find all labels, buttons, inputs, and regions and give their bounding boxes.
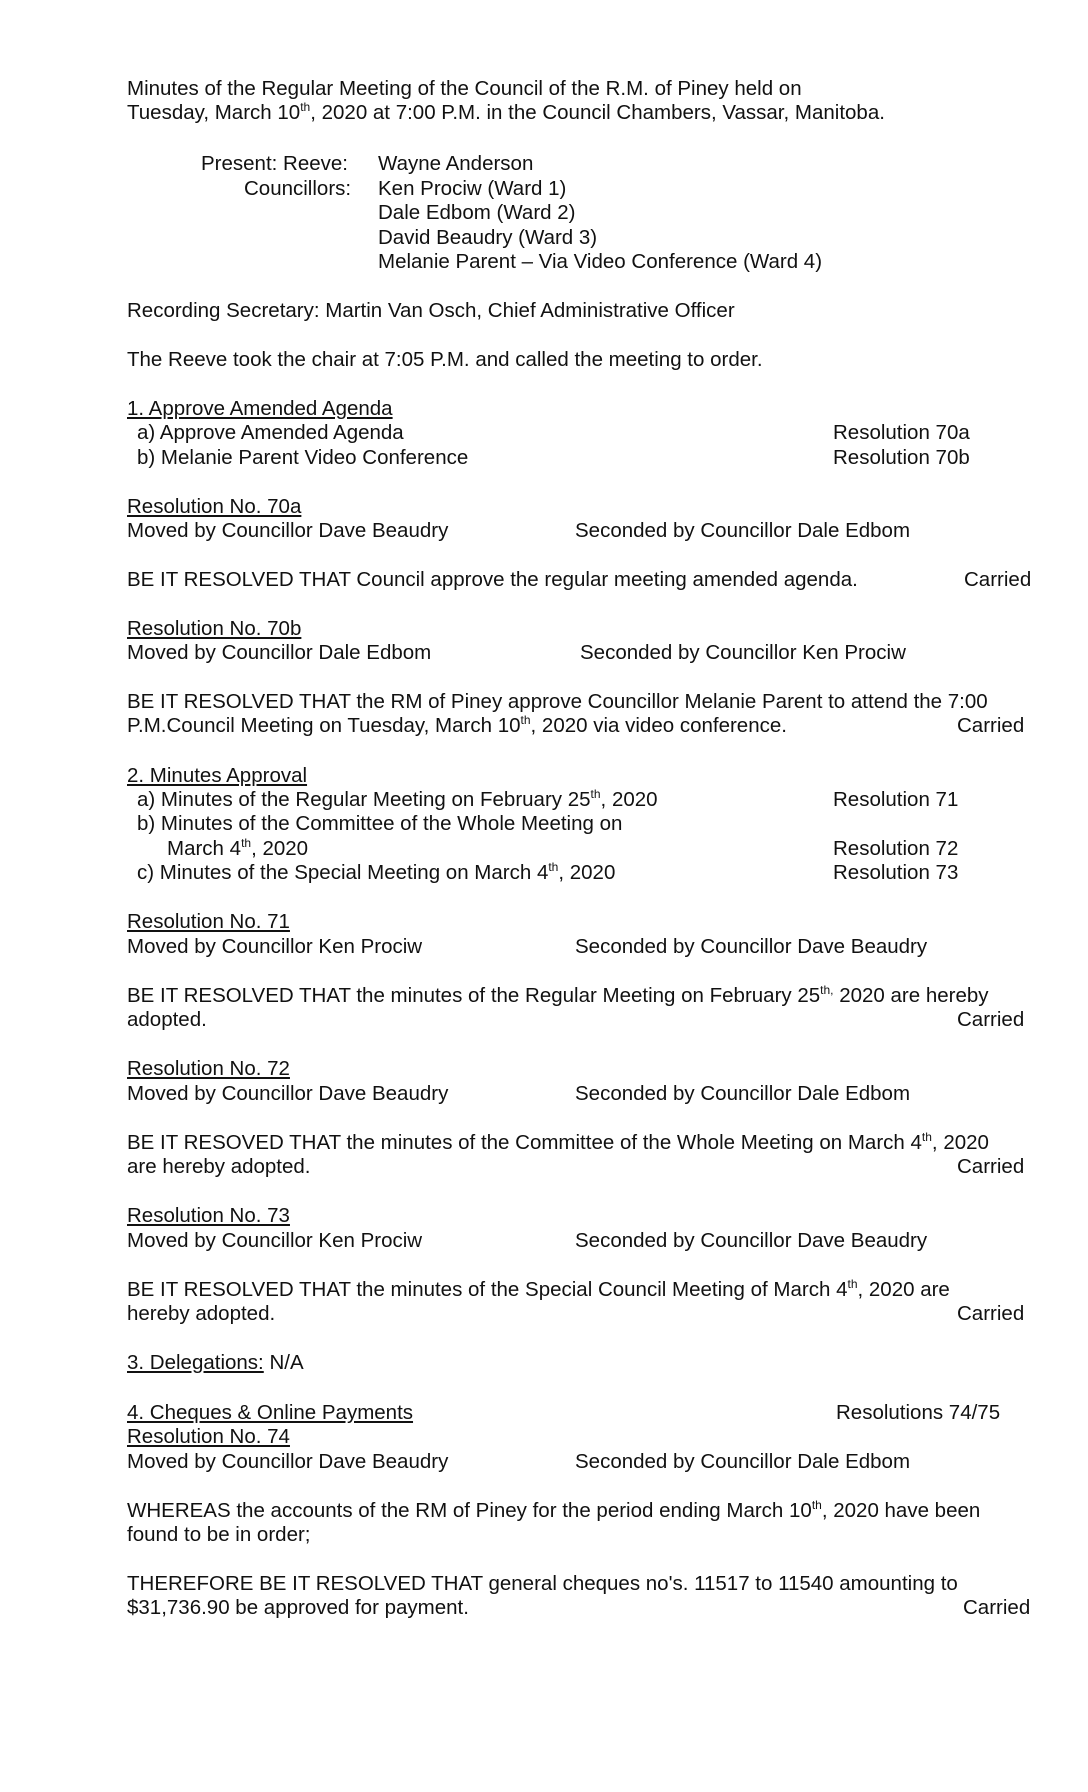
resolution-73-title: Resolution No. 73 [127,1204,290,1227]
section-3-heading: 3. Delegations: [127,1351,264,1374]
minutes-item-b-line-2 [167,837,308,861]
minutes-item-a [137,788,658,812]
section-2-heading: 2. Minutes Approval [127,764,308,787]
resolution-72-seconded: Seconded by Councillor Dale Edbom [575,1082,911,1105]
resolution-73-body-2: hereby adopted. [127,1302,276,1325]
resolution-73-moved: Moved by Councillor Ken Prociw [127,1229,423,1252]
resolution-73-body-1-text: BE IT RESOLVED THAT the minutes of the Special Council Meeting of March 4 [127,1278,848,1301]
title-location-text: , 2020 at 7:00 P.M. in the Council Chambers, Vassar, Manitoba. [310,101,885,124]
resolution-74-whereas-1-text: WHEREAS the accounts of the RM of Piney for the period ending March 10 [127,1499,812,1522]
resolution-72-body-1-text: BE IT RESOVED THAT the minutes of the Committee of the Whole Meeting on March 4 [127,1131,922,1154]
minutes-item-b-resolution: Resolution 72 [833,837,959,860]
resolution-74-whereas-2: found to be in order; [127,1523,311,1546]
resolution-71-seconded: Seconded by Councillor Dave Beaudry [575,935,928,958]
resolution-70a-status: Carried [964,568,1032,591]
resolution-72-title: Resolution No. 72 [127,1057,290,1080]
section-3 [127,1351,304,1375]
resolution-70b-body-2 [127,714,787,738]
resolution-74-moved: Moved by Councillor Dave Beaudry [127,1450,449,1473]
resolution-71-moved: Moved by Councillor Ken Prociw [127,935,423,958]
resolution-71-body-2: adopted. [127,1008,207,1031]
resolution-73-body-1-tail: , 2020 are [857,1278,950,1301]
resolution-74-whereas-1-tail: , 2020 have been [821,1499,981,1522]
resolution-72-moved: Moved by Councillor Dave Beaudry [127,1082,449,1105]
resolution-72-body-1-sup: th [921,1130,932,1145]
minutes-item-c-sup: th [548,860,559,875]
reeve-name: Wayne Anderson [378,152,534,175]
minutes-item-a-tail: , 2020 [600,788,658,811]
resolution-74-whereas-1-sup: th [811,1498,822,1513]
councillor-1: Ken Prociw (Ward 1) [378,177,567,200]
minutes-item-c-text: c) Minutes of the Special Meeting on March 4 [137,861,549,884]
resolution-70b-moved: Moved by Councillor Dale Edbom [127,641,432,664]
resolution-71-status: Carried [957,1008,1025,1031]
section-4-resolution-ref: Resolutions 74/75 [836,1401,1001,1424]
title-date-sup: th [300,100,311,115]
resolution-70a-title: Resolution No. 70a [127,495,302,518]
resolution-74-status: Carried [963,1596,1031,1619]
councillor-3: David Beaudry (Ward 3) [378,226,598,249]
resolution-72-body-1 [127,1131,989,1155]
resolution-70a-body: BE IT RESOLVED THAT Council approve the regular meeting amended agenda. [127,568,858,591]
resolution-70b-body-1: BE IT RESOLVED THAT the RM of Piney approve Councillor Melanie Parent to attend the 7:00 [127,690,988,713]
resolution-70b-seconded: Seconded by Councillor Ken Prociw [580,641,906,664]
resolution-70a-seconded: Seconded by Councillor Dale Edbom [575,519,911,542]
resolution-71-body-1-tail: 2020 are hereby [833,984,989,1007]
minutes-item-c [137,861,615,885]
resolution-71-title: Resolution No. 71 [127,910,290,933]
minutes-item-a-sup: th [590,787,601,802]
resolution-70b-title: Resolution No. 70b [127,617,302,640]
section-3-value: N/A [263,1351,304,1374]
agenda-item-b: b) Melanie Parent Video Conference [137,446,469,469]
minutes-item-b-line-2-sup: th [241,836,252,851]
minutes-item-b-line-2-text: March 4 [167,837,242,860]
councillor-4: Melanie Parent – Via Video Conference (Ward 4) [378,250,823,273]
title-line-1: Minutes of the Regular Meeting of the Council of the R.M. of Piney held on [127,77,802,100]
councillors-label: Councillors: [244,177,352,200]
resolution-71-body-1-text: BE IT RESOLVED THAT the minutes of the Regular Meeting on February 25 [127,984,821,1007]
minutes-item-b-line-2-tail: , 2020 [251,837,309,860]
minutes-item-b-line-1: b) Minutes of the Committee of the Whole Meeting on [137,812,623,835]
agenda-item-b-resolution: Resolution 70b [833,446,970,469]
minutes-item-a-text: a) Minutes of the Regular Meeting on February 25 [137,788,591,811]
call-to-order: The Reeve took the chair at 7:05 P.M. and called the meeting to order. [127,348,763,371]
minutes-item-c-tail: , 2020 [558,861,616,884]
section-4-heading: 4. Cheques & Online Payments [127,1401,414,1424]
title-date-text: Tuesday, March 10 [127,101,301,124]
resolution-72-body-2: are hereby adopted. [127,1155,311,1178]
resolution-70a-moved: Moved by Councillor Dave Beaudry [127,519,449,542]
resolution-72-status: Carried [957,1155,1025,1178]
section-1-heading: 1. Approve Amended Agenda [127,397,393,420]
resolution-74-seconded: Seconded by Councillor Dale Edbom [575,1450,911,1473]
resolution-73-body-1 [127,1278,950,1302]
resolution-74-whereas-1 [127,1499,980,1523]
resolution-73-status: Carried [957,1302,1025,1325]
resolution-74-therefore-2: $31,736.90 be approved for payment. [127,1596,469,1619]
resolution-71-body-1-sup: th, [820,983,834,998]
minutes-item-c-resolution: Resolution 73 [833,861,959,884]
councillor-2: Dale Edbom (Ward 2) [378,201,576,224]
resolution-74-title: Resolution No. 74 [127,1425,290,1448]
recording-secretary: Recording Secretary: Martin Van Osch, Chief Administrative Officer [127,299,735,322]
title-line-2 [127,101,885,125]
present-label: Present: Reeve: [201,152,348,175]
resolution-73-seconded: Seconded by Councillor Dave Beaudry [575,1229,928,1252]
resolution-70b-body-2-sup: th [520,713,531,728]
resolution-73-body-1-sup: th [847,1277,858,1292]
resolution-72-body-1-tail: , 2020 [931,1131,989,1154]
agenda-item-a: a) Approve Amended Agenda [137,421,404,444]
agenda-item-a-resolution: Resolution 70a [833,421,970,444]
resolution-70b-body-2-tail: , 2020 via video conference. [530,714,787,737]
resolution-70b-status: Carried [957,714,1025,737]
minutes-item-a-resolution: Resolution 71 [833,788,959,811]
resolution-70b-body-2-text: P.M.Council Meeting on Tuesday, March 10 [127,714,521,737]
resolution-71-body-1 [127,984,989,1008]
resolution-74-therefore-1: THEREFORE BE IT RESOLVED THAT general cheques no's. 11517 to 11540 amounting to [127,1572,958,1595]
